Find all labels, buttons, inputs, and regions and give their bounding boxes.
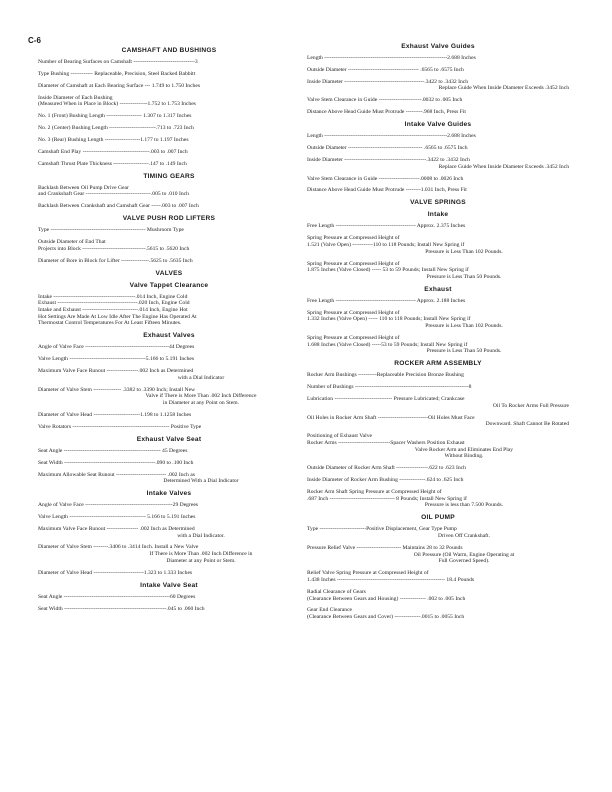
- section-heading: Exhaust Valves: [143, 332, 195, 340]
- spec-entry: [307, 545, 569, 565]
- spec-entry: [38, 412, 300, 419]
- spec-line: Seat Width -------------------------------------------------.090 to .100 Inch: [38, 459, 194, 466]
- spec-line: No. 3 (Rear) Bushing Length -------------------1.177 to 1.197 Inches: [38, 137, 189, 144]
- spec-entry: [307, 489, 569, 509]
- spec-entry: [307, 298, 569, 305]
- spec-entry: [307, 372, 569, 379]
- spec-continuation: Determined With a Dial Indicator: [163, 478, 239, 485]
- spec-line: Rocker Arms ----------------------------Spacer Washers Position Exhaust: [307, 439, 465, 446]
- spec-continuation: If There is More Than .002 Inch Difference in: [149, 551, 253, 558]
- spec-line: Maximum Valve Face Runout ----------------- .002 Inch as Determined: [38, 525, 195, 532]
- right-column: [307, 40, 569, 626]
- section-heading: VALVE SPRINGS: [410, 199, 466, 207]
- section-heading: TIMING GEARS: [143, 172, 195, 180]
- spec-continuation: Full Governed Speed).: [438, 558, 490, 565]
- spec-entry: [38, 161, 300, 168]
- spec-continuation: Pressure is Less Than 102 Pounds.: [425, 323, 503, 330]
- spec-line: Backlash Between Crankshaft and Camshaft Gear -----.003 to .007 Inch: [38, 203, 199, 210]
- spec-entry: [38, 149, 300, 156]
- spec-line: 1.438 Inches ---------------------------------------------------------- 18.4 Pounds: [307, 576, 475, 583]
- spec-line: Maximum Valve Face Runout -----------------.002 Inch as Determined: [38, 368, 194, 375]
- spec-entry: [307, 589, 569, 602]
- spec-entry: [307, 79, 569, 92]
- spec-line: Number of Bushings -------------------------------------------------------------8: [307, 384, 472, 391]
- spec-entry: [38, 258, 300, 265]
- spec-entry: [38, 203, 300, 210]
- spec-line: Free Length ------------------------------------------- Approx. 2.375 Inches: [307, 223, 466, 230]
- spec-line: 1.688 Inches (Valve Closed) -----53 to 59 Pounds; Install New Spring if: [307, 341, 468, 348]
- spec-line: Diameter of Camshaft at Each Bearing Surface --- 1.749 to 1.750 Inches: [38, 82, 201, 89]
- spec-entry: [307, 477, 569, 484]
- section-heading: Intake Valve Guides: [404, 121, 472, 129]
- spec-entry: [307, 526, 569, 539]
- spec-entry: [38, 239, 300, 252]
- spec-entry: [38, 460, 300, 467]
- spec-line: Length ------------------------------------------------------------------2.688 Inches: [307, 133, 476, 140]
- spec-entry: [38, 137, 300, 144]
- spec-line: Projects into Block ----------------------------------.5615 to .5620 Inch: [38, 245, 190, 252]
- spec-continuation: Without Binding.: [444, 453, 484, 460]
- spec-entry: [307, 261, 569, 281]
- section-heading: VALVES: [155, 269, 183, 277]
- spec-line: Outside Diameter -------------------------------------- .6565 to .6575 Inch: [307, 66, 464, 73]
- spec-line: Outside Diameter of End That: [38, 239, 106, 246]
- spec-line: Seat Angle ---------------------------------------------------------60 Degrees: [38, 593, 196, 600]
- spec-line: Camshaft End Play ------------------------------------.003 to .007 Inch: [38, 148, 188, 155]
- spec-line: Seat Angle ---------------------------------------------------- 45 Degrees: [38, 447, 188, 454]
- spec-line: Diameter of Valve Head -------------------------1.198 to 1.1258 Inches: [38, 411, 192, 418]
- spec-line: Diameter of Valve Head ---------------------------1.323 to 1.333 Inches: [38, 569, 193, 576]
- section-heading: OIL PUMP: [421, 514, 455, 522]
- spec-continuation: Valve Rocker Arm and Eliminates End Play: [414, 446, 514, 453]
- spec-continuation: Replace Guide When Inside Diameter Exceeds .3452 Inch: [438, 85, 569, 92]
- section-heading: CAMSHAFT AND BUSHINGS: [121, 47, 217, 54]
- spec-entry: [38, 544, 300, 564]
- spec-entry: [38, 71, 300, 78]
- spec-line: 1.875 Inches (Valve Closed) ----- 53 to 59 Pounds; Install New Spring if: [307, 267, 469, 274]
- spec-line: Valve Length -----------------------------------------5.166 to 5.191 Inches: [38, 356, 195, 363]
- spec-line: 1.521 (Valve Open) -----------110 to 118 Pounds; Install New Spring if: [307, 241, 465, 248]
- spec-continuation: Diameter at any Point or Stem.: [166, 557, 236, 564]
- spec-entry: [307, 310, 569, 330]
- spec-entry: [307, 607, 569, 620]
- spec-entry: [307, 223, 569, 230]
- section-heading: Exhaust: [424, 285, 452, 293]
- left-column: [38, 44, 300, 617]
- spec-entry: [307, 55, 569, 62]
- spec-continuation: Replace Guide When Inside Diameter Exceeds .3452 Inch: [438, 163, 569, 170]
- spec-entry: [307, 109, 569, 116]
- spec-line: Intake and Exhaust ------------------------------.014 Inch, Engine Hot: [38, 306, 188, 313]
- spec-line: No. 1 (Front) Bushing Length ------------------- 1.307 to 1.317 Inches: [38, 113, 192, 120]
- spec-line: Rocker Arm Bushings ----------Replaceable Precision Bronze Bushing: [307, 372, 464, 379]
- spec-entry: [38, 227, 300, 234]
- spec-entry: [38, 368, 300, 381]
- spec-line: Lubrication ------------------------------- Pressure Lubricated; Crankcase: [307, 396, 465, 403]
- spec-entry: [38, 387, 300, 407]
- spec-continuation: Valve if There is More Than .002 Inch Difference: [145, 393, 257, 400]
- spec-continuation: Downward. Shaft Cannot Be Rotated: [485, 421, 569, 428]
- spec-line: Spring Pressure at Compressed Height of: [307, 260, 400, 267]
- spec-line: No. 2 (Center) Bushing Length -------------------------.713 to .723 Inch: [38, 125, 194, 132]
- spec-line: Distance Above Head Guide Must Protrude ---------.968 Inch, Press Fit: [307, 109, 466, 116]
- spec-continuation: Pressure is Less Than 102 Pounds.: [425, 248, 503, 255]
- spec-line: Type --------------------------------------------------- Mushroom Type: [38, 227, 184, 234]
- spec-entry: [307, 433, 569, 460]
- section-heading: Exhaust Valve Seat: [136, 435, 202, 443]
- spec-entry: [307, 145, 569, 152]
- spec-continuation: in Diameter at any Point on Stem.: [163, 400, 239, 407]
- spec-continuation: Pressure is Less Than 50 Pounds.: [426, 273, 502, 280]
- section-heading: VALVE PUSH ROD LIFTERS: [122, 215, 216, 223]
- spec-line: (Clearance Between Gears and Cover) --------------.0015 to .0055 Inch: [307, 614, 465, 621]
- spec-line: Relief Valve Spring Pressure at Compressed Height of: [307, 570, 429, 577]
- spec-line: Rocker Arm Shaft Spring Pressure at Compressed Height of: [307, 489, 442, 496]
- spec-entry: [307, 396, 569, 409]
- spec-entry: [38, 95, 300, 108]
- spec-continuation: Oil To Rocker Arms Full Pressure: [492, 402, 569, 409]
- spec-line: Diameter of Valve Stem --------.3406 to .3414 Inch. Install a New Valve: [38, 544, 199, 551]
- spec-entry: [38, 356, 300, 363]
- spec-line: Distance Above Head Guide Must Protrude --------1.031 Inch, Press Fit: [307, 187, 467, 194]
- page-number: C-6: [28, 36, 41, 45]
- spec-line: Valve Length ----------------------------------------- 5.166 to 5.191 Inches: [38, 514, 196, 520]
- spec-line: Oil Holes in Rocker Arm Shaft ---------------------------Oil Holes Must Face: [307, 414, 475, 421]
- spec-entry: [307, 465, 569, 472]
- spec-entry: [38, 514, 300, 521]
- spec-line: Type -------------------------Positive Displacement, Gear Type Pump: [307, 526, 457, 533]
- spec-line: Inside Diameter -------------------------------------------.3422 to .3432 Inch: [307, 78, 469, 85]
- spec-entry: [38, 502, 300, 509]
- spec-line: Thermostat Control Temperatures For At Least Fifteen Minutes.: [38, 320, 182, 327]
- spec-line: Diameter of Bore in Block for Lifter ---------------.5625 to .5635 Inch: [38, 257, 193, 264]
- spec-entry: [307, 384, 569, 391]
- spec-line: Spring Pressure at Compressed Height of: [307, 235, 400, 242]
- spec-entry: [307, 335, 569, 355]
- spec-line: (Measured When in Place in Block) ---------------1.752 to 1.753 Inches: [38, 101, 196, 108]
- spec-line: Gear End Clearance: [307, 607, 353, 614]
- spec-line: Number of Bearing Surfaces on Camshaft ---------------------------------3: [38, 59, 198, 65]
- spec-line: Intake --------------------------------------------.014 Inch, Engine Cold: [38, 293, 188, 300]
- spec-continuation: Pressure is less than 7.500 Pounds.: [424, 502, 504, 509]
- section-heading: ROCKER ARM ASSEMBLY: [394, 360, 482, 368]
- spec-line: Positioning of Exhaust Valve: [307, 433, 372, 440]
- spec-line: Maximum Allowable Seat Runout --------------------------- .002 Inch as: [38, 471, 195, 478]
- spec-entry: [307, 415, 569, 428]
- spec-entry: [307, 157, 569, 170]
- section-heading: Intake: [427, 211, 449, 219]
- section-heading: Intake Valve Seat: [140, 581, 198, 589]
- spec-line: Inside Diameter --------------------------------------------.3422 to .3432 Inch: [307, 156, 470, 163]
- spec-line: Angle of Valve Face -----------------------------------------------29 Degrees: [38, 502, 198, 509]
- spec-continuation: with a Dial Indicator.: [177, 532, 225, 539]
- spec-entry: [38, 59, 300, 66]
- spec-entry: [38, 570, 300, 577]
- spec-entry: [307, 97, 569, 104]
- spec-line: Angle of Valve Face ---------------------------------------------44 Degrees: [38, 344, 195, 351]
- spec-line: Outside Diameter of Rocker Arm Shaft -----------------.622 to .623 Inch: [307, 465, 466, 472]
- spec-entry: [307, 187, 569, 194]
- spec-line: Hot Settings Are Made At Low Idle After The Engine Has Operated At: [38, 313, 197, 320]
- spec-line: Backlash Between Oil Pump Drive Gear: [38, 184, 129, 191]
- spec-entry: [38, 424, 300, 431]
- spec-line: (Clearance Between Gears and Housing) -------------- .002 to .005 Inch: [307, 595, 466, 602]
- spec-continuation: Pressure is Less Than 50 Pounds.: [426, 348, 502, 355]
- section-heading: Valve Tappet Clearance: [129, 281, 209, 289]
- spec-entry: [38, 113, 300, 120]
- spec-line: Diameter of Valve Stem --------------- .3382 to .3390 Inch; Install New: [38, 386, 196, 393]
- spec-entry: [38, 344, 300, 351]
- spec-line: Valve Stem Clearance in Guide -----------------------.0032 to .005 Inch: [307, 97, 463, 104]
- spec-line: 1.332 Inches (Valve Open) ----- 110 to 118 Pounds; Install New Spring if: [307, 316, 471, 323]
- spec-line: Valve Stem Clearance in Guide ----------------------.0008 to .0026 Inch: [307, 175, 464, 182]
- spec-entry: [307, 176, 569, 183]
- spec-line: Inside Diameter of Each Bushing: [38, 94, 113, 101]
- spec-line: Spring Pressure at Compressed Height of: [307, 309, 400, 316]
- spec-line: Radial Clearance of Gears: [307, 588, 366, 595]
- spec-continuation: Oil Pressure (Oil Warm, Engine Operating at: [413, 551, 515, 558]
- spec-line: Exhaust -------------------------------------------.020 Inch, Engine Cold: [38, 300, 190, 307]
- spec-line: Camshaft Thrust Plate Thickness -------------------.147 to .149 Inch: [38, 160, 187, 167]
- spec-continuation: with a Dial Indicator: [177, 374, 225, 381]
- section-heading: Exhaust Valve Guides: [401, 43, 475, 50]
- spec-line: .687 Inch ----------------------------------- 8 Pounds; Install New Spring if: [307, 495, 467, 502]
- spec-line: Valve Rotators ---------------------------------------------------- Positive Type: [38, 423, 202, 430]
- spec-continuation: Driven Off Crankshaft.: [438, 533, 490, 540]
- spec-line: Type Bushing ------------ Replaceable, Precision, Steel Backed Babbitt: [38, 70, 196, 77]
- spec-entry: [307, 570, 569, 583]
- spec-entry: [38, 294, 300, 328]
- spec-line: Length ------------------------------------------------------------------2.688 Inches: [307, 55, 476, 61]
- spec-line: Inside Diameter of Rocker Arm Bushing --------------.624 to .625 Inch: [307, 477, 464, 484]
- spec-entry: [307, 67, 569, 74]
- section-heading: Intake Valves: [146, 490, 192, 498]
- spec-line: Seat Width -------------------------------------------------------.045 to .060 Inch: [38, 605, 205, 612]
- spec-entry: [38, 526, 300, 539]
- spec-line: Pressure Relief Valve ------------------------ Maintains 28 to 32 Pounds: [307, 544, 463, 551]
- spec-entry: [38, 185, 300, 198]
- spec-entry: [38, 125, 300, 132]
- spec-entry: [307, 133, 569, 140]
- spec-entry: [307, 235, 569, 255]
- spec-entry: [38, 606, 300, 613]
- spec-entry: [38, 83, 300, 90]
- spec-entry: [38, 448, 300, 455]
- spec-entry: [38, 594, 300, 601]
- spec-line: Spring Pressure at Compressed Height of: [307, 334, 400, 341]
- spec-line: Free Length ------------------------------------------- Approx. 2.188 Inches: [307, 297, 466, 304]
- spec-line: and Crankshaft Gear -----------------------------------.005 to .010 Inch: [38, 191, 189, 198]
- spec-line: Outside Diameter ---------------------------------------- .6565 to .6575 Inch: [307, 145, 468, 152]
- spec-entry: [38, 472, 300, 485]
